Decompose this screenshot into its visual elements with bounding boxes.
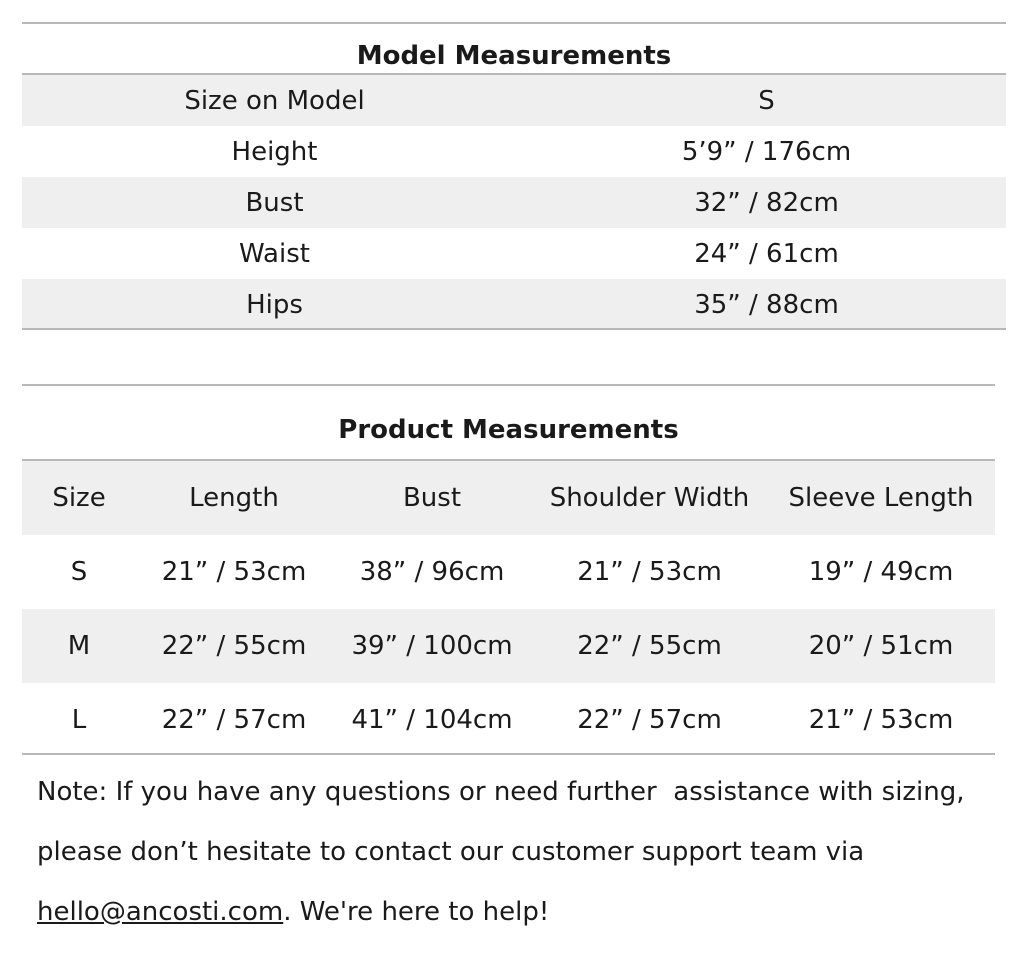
sizing-note (37, 762, 1007, 942)
cell-shoulder-width: 22” / 57cm (577, 705, 722, 735)
model-measurements-title: Model Measurements (356, 41, 672, 71)
row-value: 5’9” / 176cm (681, 136, 852, 167)
cell-bust: 39” / 100cm (351, 631, 513, 661)
row-label: Hips (246, 289, 303, 320)
table-row (22, 683, 995, 757)
cell-length: 22” / 57cm (161, 705, 307, 735)
table-bottom-rule (22, 753, 995, 755)
column-header-size: Size (52, 483, 106, 513)
cell-sleeve-length: 20” / 51cm (808, 631, 954, 661)
note-line-3-suffix: . We're here to help! (283, 897, 550, 927)
cell-size: S (70, 557, 88, 587)
table-top-rule (22, 384, 995, 386)
column-header-shoulder-width: Shoulder Width (549, 483, 750, 513)
row-value: 32” / 82cm (694, 187, 839, 218)
product-measurements-title: Product Measurements (338, 415, 679, 445)
table-row (22, 126, 1006, 177)
row-label: Waist (239, 238, 310, 269)
row-value: 35” / 88cm (694, 289, 839, 320)
note-line-2: please don’t hesitate to contact our customer support team via (37, 837, 865, 867)
note-line-1: Note: If you have any questions or need further assistance with sizing, (37, 777, 965, 807)
cell-bust: 41” / 104cm (351, 705, 513, 735)
table-row (22, 609, 995, 683)
cell-sleeve-length: 19” / 49cm (808, 557, 954, 587)
cell-bust: 38” / 96cm (359, 557, 505, 587)
cell-shoulder-width: 21” / 53cm (577, 557, 722, 587)
row-label: Bust (245, 187, 304, 218)
cell-length: 22” / 55cm (161, 631, 307, 661)
table-row (22, 535, 995, 609)
cell-sleeve-length: 21” / 53cm (808, 705, 954, 735)
cell-size: L (71, 705, 87, 735)
table-row (22, 279, 1006, 330)
table-top-rule (22, 22, 1006, 24)
product-measurements-table (22, 384, 995, 759)
table-header-row (22, 461, 995, 535)
support-email-link[interactable]: hello@ancosti.com (37, 897, 284, 927)
cell-size: M (67, 631, 91, 661)
row-label: Size on Model (184, 85, 365, 116)
row-value: 24” / 61cm (694, 238, 839, 269)
row-value: S (758, 85, 775, 116)
table-row (22, 177, 1006, 228)
model-measurements-table (22, 22, 1006, 332)
table-bottom-rule (22, 328, 1006, 330)
table-row (22, 75, 1006, 126)
column-header-bust: Bust (402, 483, 462, 513)
row-label: Height (231, 136, 318, 167)
cell-length: 21” / 53cm (161, 557, 307, 587)
column-header-sleeve-length: Sleeve Length (788, 483, 974, 513)
cell-shoulder-width: 22” / 55cm (577, 631, 722, 661)
table-row (22, 228, 1006, 279)
column-header-length: Length (189, 483, 279, 513)
